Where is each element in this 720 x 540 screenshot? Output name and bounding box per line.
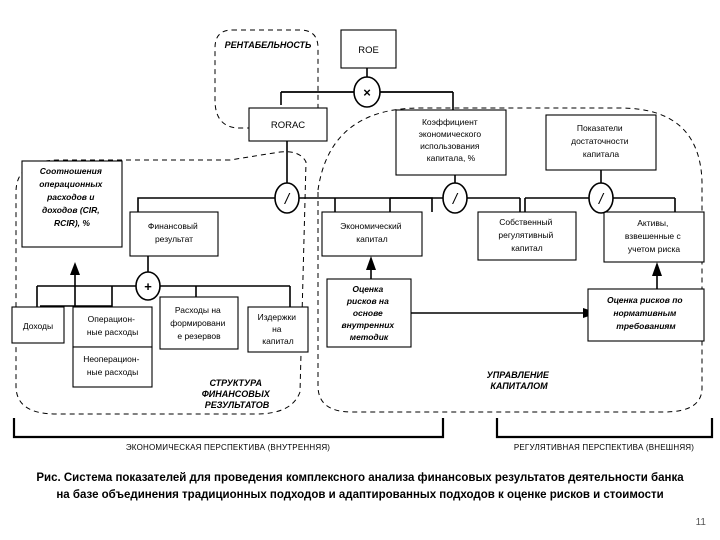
node-income-label: Доходы <box>22 321 54 331</box>
operator-divide-adequacy-symbol: / <box>598 191 604 208</box>
bracket-regulatory-perspective <box>497 418 712 437</box>
figure-caption: Рис. Система показателей для проведения комплексного анализа финансовых результатов деятельности банка на базе объединения традиционных подходов и адаптированных подходов к оценке рисков и стоимости <box>36 472 684 501</box>
label-economic-perspective: ЭКОНОМИЧЕСКАЯ ПЕРСПЕКТИВА (ВНУТРЕННЯЯ) <box>125 443 331 452</box>
node-regulatory-risk-assessment-label: Оценка рисков по нормативным требованиям <box>606 295 683 331</box>
node-non-operating-expenses-label: Неоперацион- ные расходы <box>83 354 140 377</box>
arrowhead-rwa <box>652 262 662 276</box>
region-label-capital-management: УПРАВЛЕНИЕ КАПИТАЛОМ <box>486 370 549 391</box>
operator-multiply-symbol: × <box>363 85 371 100</box>
node-operating-expenses-label: Операцион- ные расходы <box>86 314 139 337</box>
arrowhead-econ-capital <box>366 256 376 270</box>
page-number: 11 <box>695 517 706 528</box>
node-cost-income-ratio-label: Соотношения операционных расходов и доходов (CIR, RCIR), % <box>39 166 103 228</box>
operator-divide-rorac-symbol: / <box>284 191 290 208</box>
node-capital-costs-label: Издержки на капитал <box>257 312 297 346</box>
node-rorac-label: RORAC <box>270 120 306 131</box>
region-label-profitability: РЕНТАБЕЛЬНОСТЬ <box>224 40 312 50</box>
operator-divide-economic-usage-symbol: / <box>452 191 458 208</box>
node-economic-capital-label: Экономический капитал <box>340 221 402 244</box>
node-capital-adequacy-indicators-label: Показатели достаточности капитала <box>571 123 629 159</box>
node-provision-expenses-label: Расходы на формировани е резервов <box>170 305 226 341</box>
node-roe-label: ROE <box>358 45 379 56</box>
node-financial-result-label: Финансовый результат <box>147 221 198 244</box>
node-internal-risk-assessment-label: Оценка рисков на основе внутренних методик <box>341 284 395 342</box>
arrowhead-cost-income-ratio <box>70 262 80 275</box>
node-economic-capital-usage-ratio-label: Коэффициент экономического использования капитала, % <box>418 117 482 163</box>
region-label-financial-results-structure: СТРУКТУРА ФИНАНСОВЫХ РЕЗУЛЬТАТОВ <box>201 378 270 410</box>
label-regulatory-perspective: РЕГУЛЯТИВНАЯ ПЕРСПЕКТИВА (ВНЕШНЯЯ) <box>513 443 695 452</box>
node-risk-weighted-assets-label: Активы, взвешенные с учетом риска <box>624 218 681 254</box>
node-own-regulatory-capital-label: Собственный регулятивный капитал <box>498 217 554 253</box>
operator-plus-symbol: + <box>144 279 152 294</box>
bracket-economic-perspective <box>14 418 443 437</box>
